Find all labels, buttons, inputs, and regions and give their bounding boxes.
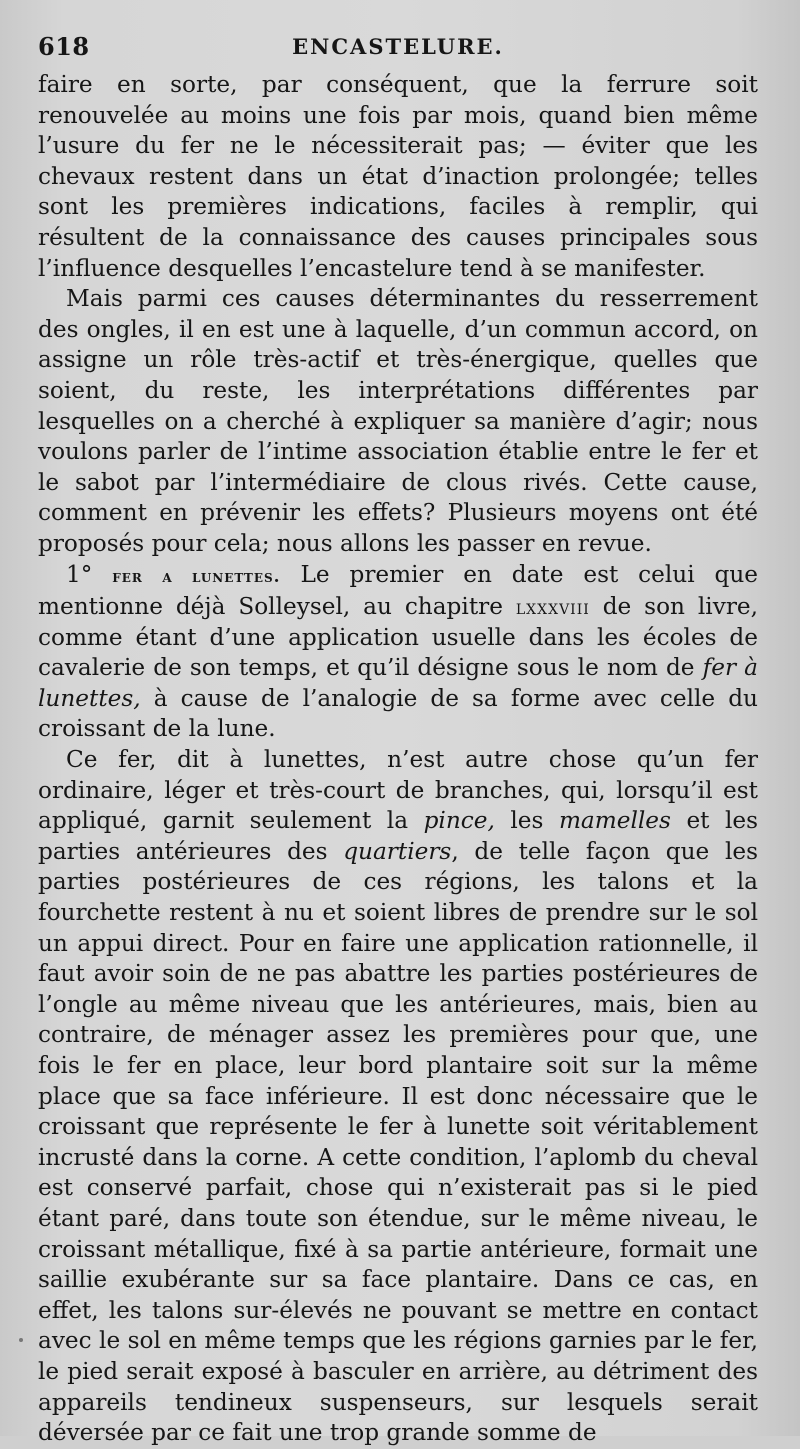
- body-text: [38, 70, 758, 1449]
- section-number: 1°: [66, 560, 93, 588]
- page-header: [38, 30, 758, 70]
- paragraph-3-text-a: Le premier en date est celui que mentionne déjà Solleysel, au chapitre: [38, 560, 759, 621]
- paragraph-3: [38, 560, 758, 746]
- paragraph-2: Mais parmi ces causes déterminantes du resserrement des ongles, il en est une à laquelle, d’un commun accord, on assigne un rôle très-actif et très-énergique, quelles que soient, du reste, les interprétations différentes par lesquelles on a cherché à expliquer sa manière d’agir; nous voulons parler de l’intime association établie entre le fer et le sabot par l’intermédiaire de clous rivés. Cette cause, comment en prévenir les effets? Plusieurs moyens ont été proposés pour cela; nous allons les passer en revue.: [38, 285, 758, 557]
- paragraph-4-text-b: les: [510, 807, 544, 835]
- paragraph-4-text-a: Ce fer, dit à lunettes, n’est autre chose qu’un fer ordinaire, léger et très-court de branches, qui, lorsqu’il est appliqué, garnit seulement la: [38, 746, 758, 835]
- italic-term-pince: pince,: [423, 807, 495, 835]
- paragraph-1: faire en sorte, par conséquent, que la ferrure soit renouvelée au moins une fois par mois, quand bien même l’usure du fer ne le nécessiterait pas; — éviter que les chevaux restent dans un état d’inaction prolongée; telles sont les premières indications, faciles à remplir, qui résultent de la connaissance des causes principales sous l’influence desquelles l’encastelure tend à se manifester.: [38, 71, 758, 282]
- paragraph-4-text-d: , de telle façon que les parties postérieures de ces régions, les talons et la fourchette restent à nu et soient libres de prendre sur le sol un appui direct. Pour en faire une application rationnelle, il faut avoir soin de ne pas abattre les parties postérieures de l’ongle au même niveau que les antérieures, mais, bien au contraire, de ménager assez les premières pour que, une fois le fer en place, leur bord plantaire soit sur la même place que sa face inférieure. Il est donc nécessaire que le croissant que représente le fer à lunette soit véritablement incrusté dans la corne. A cette condition, l’aplomb du cheval est conservé parfait, chose qui n’existerait pas si le pied étant paré, dans toute son étendue, sur le même niveau, le croissant métallique, fixé à sa partie antérieure, formait une saillie exubérante sur sa face plantaire. Dans ce cas, en effet, les talons sur-élevés ne pouvant se mettre en contact avec le sol en même temps que les régions garnies par le fer, le pied serait exposé à basculer en arrière, au détriment des appareils tendineux suspenseurs, sur lesquels serait déversée par ce fait une trop grande somme de: [38, 837, 758, 1447]
- section-heading: fer a lunettes.: [112, 566, 281, 587]
- italic-term-quartiers: quartiers: [343, 837, 452, 865]
- page-number: 618: [38, 32, 90, 61]
- paragraph-3-text-b: de son livre, comme étant d’une application usuelle dans les écoles de cavalerie de son temps, et qu’il désigne sous le nom de: [38, 593, 758, 682]
- paragraph-3-text-c: à cause de l’analogie de sa forme avec celle du croissant de la lune.: [38, 684, 758, 743]
- paper-speck: [19, 1338, 23, 1342]
- running-title: ENCASTELURE.: [292, 34, 504, 59]
- italic-term-mamelles: mamelles: [558, 807, 671, 835]
- paragraph-4: [38, 745, 758, 1449]
- paragraph-4-text-c: et les parties antérieures des: [38, 807, 759, 865]
- italic-term-fer-a-lunettes: fer à lunettes,: [38, 654, 758, 712]
- chapter-number: lxxxviii: [515, 595, 590, 620]
